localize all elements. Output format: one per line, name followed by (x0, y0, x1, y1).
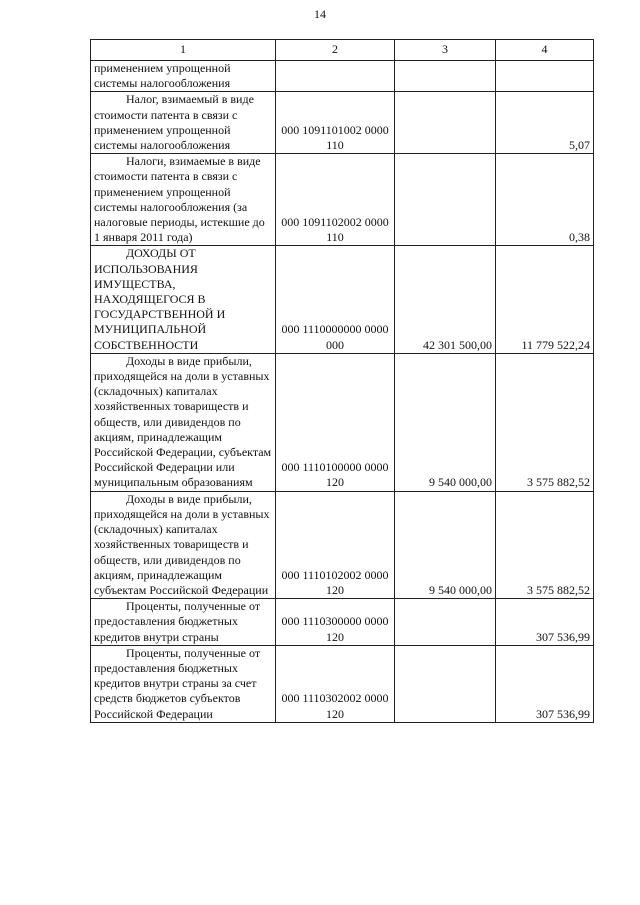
row-name: Проценты, полученные от предоставления бюджетных кредитов внутри страны (91, 599, 276, 646)
row-fact (496, 61, 594, 92)
table-row (91, 599, 594, 646)
row-plan: 42 301 500,00 (395, 246, 496, 353)
row-code: 000 1110000000 0000 000 (276, 246, 395, 353)
table-row (91, 92, 594, 154)
column-header-3: 3 (395, 40, 496, 61)
row-fact: 11 779 522,24 (496, 246, 594, 353)
table-row (91, 491, 594, 598)
row-plan (395, 154, 496, 246)
page-number: 14 (314, 7, 326, 21)
revenue-table (90, 39, 594, 723)
row-plan: 9 540 000,00 (395, 491, 496, 598)
row-code: 000 1110300000 0000 120 (276, 599, 395, 646)
row-code: 000 1110100000 0000 120 (276, 353, 395, 491)
row-name: Налог, взимаемый в виде стоимости патента в связи с применением упрощенной системы налогообложения (91, 92, 276, 154)
row-fact: 5,07 (496, 92, 594, 154)
row-code: 000 1091101002 0000 110 (276, 92, 395, 154)
row-code: 000 1091102002 0000 110 (276, 154, 395, 246)
row-plan: 9 540 000,00 (395, 353, 496, 491)
row-fact: 307 536,99 (496, 599, 594, 646)
row-fact: 0,38 (496, 154, 594, 246)
row-name: Доходы в виде прибыли, приходящейся на доли в уставных (складочных) капиталах хозяйственных товариществ и обществ, или дивидендов по акциям, принадлежащим Российской Федерации, субъектам Российской Федерации или муниципальным образованиям (91, 353, 276, 491)
column-header-2: 2 (276, 40, 395, 61)
row-name: Налоги, взимаемые в виде стоимости патента в связи с применением упрощенной системы налогообложения (за налоговые периоды, истекшие до 1 января 2011 года) (91, 154, 276, 246)
row-plan (395, 61, 496, 92)
column-header-4: 4 (496, 40, 594, 61)
row-fact: 3 575 882,52 (496, 353, 594, 491)
row-plan (395, 645, 496, 722)
row-name: Проценты, полученные от предоставления бюджетных кредитов внутри страны за счет средств бюджетов субъектов Российской Федерации (91, 645, 276, 722)
column-header-1: 1 (91, 40, 276, 61)
row-name: ДОХОДЫ ОТ ИСПОЛЬЗОВАНИЯ ИМУЩЕСТВА, НАХОДЯЩЕГОСЯ В ГОСУДАРСТВЕННОЙ И МУНИЦИПАЛЬНОЙ СОБСТВЕННОСТИ (91, 246, 276, 353)
table-row (91, 353, 594, 491)
table-row (91, 61, 594, 92)
row-code: 000 1110302002 0000 120 (276, 645, 395, 722)
row-fact: 3 575 882,52 (496, 491, 594, 598)
table-row (91, 645, 594, 722)
row-code (276, 61, 395, 92)
row-name: Доходы в виде прибыли, приходящейся на доли в уставных (складочных) капиталах хозяйственных товариществ и обществ, или дивидендов по акциям, принадлежащим субъектам Российской Федерации (91, 491, 276, 598)
row-fact: 307 536,99 (496, 645, 594, 722)
row-plan (395, 599, 496, 646)
table-row (91, 246, 594, 353)
row-name: применением упрощенной системы налогообложения (91, 61, 276, 92)
table-header-row (91, 40, 594, 61)
row-code: 000 1110102002 0000 120 (276, 491, 395, 598)
row-plan (395, 92, 496, 154)
table-row (91, 154, 594, 246)
